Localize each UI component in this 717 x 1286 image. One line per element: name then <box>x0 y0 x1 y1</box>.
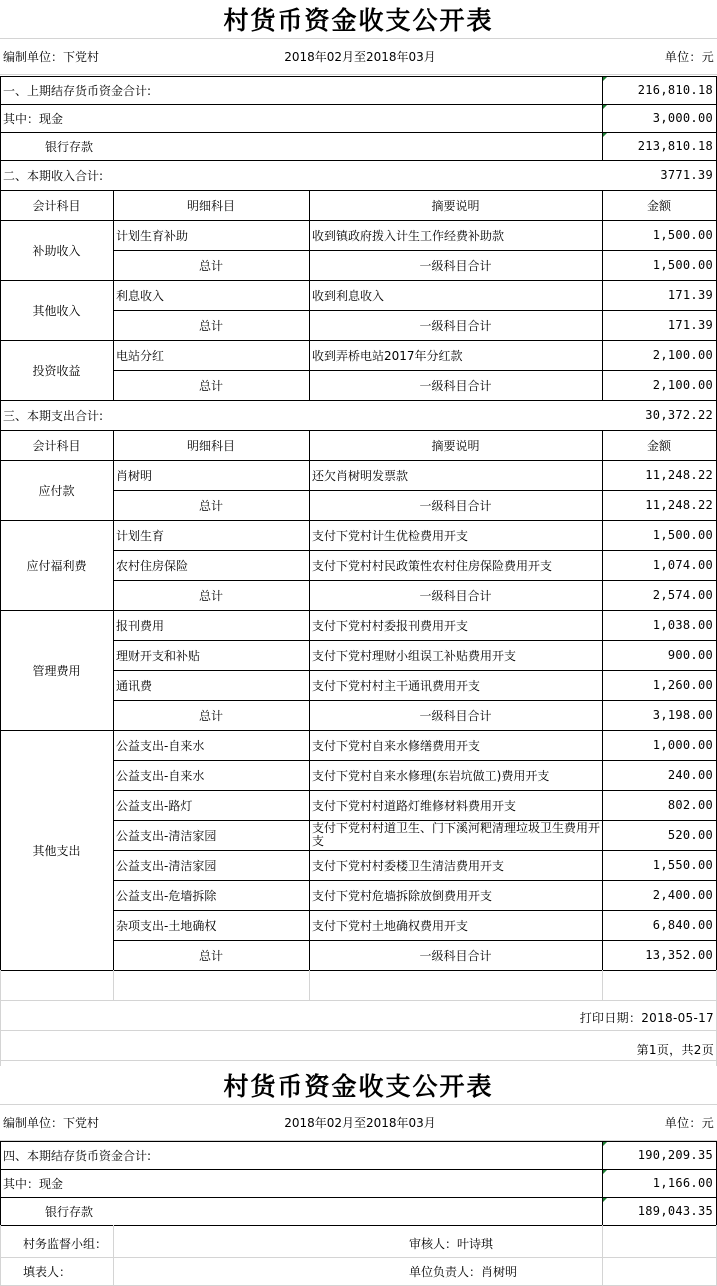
subtotal-amount: 3,198.00 <box>652 708 713 722</box>
grid-line <box>0 1141 1 1225</box>
preparer-label: 填表人： <box>23 1264 72 1279</box>
bank-value: 189,043.35 <box>637 1204 713 1218</box>
cell-comment-marker <box>603 1170 607 1174</box>
subtotal-label: 总计 <box>198 378 223 393</box>
grid-line <box>309 790 310 820</box>
description: 收到利息收入 <box>312 288 385 303</box>
grid-line <box>0 400 717 401</box>
grid-line <box>602 850 603 880</box>
grid-line <box>309 820 310 850</box>
detail-account: 计划生育补助 <box>116 228 189 243</box>
unit-label: 编制单位：下党村 <box>3 49 100 64</box>
end-balance-value: 190,209.35 <box>637 1148 713 1162</box>
grid-line <box>113 970 114 1000</box>
detail-account: 电站分红 <box>116 348 165 363</box>
description: 支付下党村村委楼卫生清洁费用开支 <box>312 858 505 873</box>
grid-line <box>602 370 603 400</box>
grid-line <box>309 280 310 310</box>
detail-account: 肖树明 <box>116 468 153 483</box>
subtotal-description: 一级科目合计 <box>419 708 492 723</box>
bank-label: 银行存款 <box>45 1204 94 1219</box>
grid-line <box>602 640 603 670</box>
amount: 1,074.00 <box>652 558 713 572</box>
unit-label: 编制单位：下党村 <box>3 1115 100 1130</box>
grid-line <box>113 730 114 970</box>
subtotal-label: 总计 <box>198 318 223 333</box>
description: 收到弄桥电站2017年分红款 <box>312 348 463 363</box>
grid-line <box>309 460 310 490</box>
subtotal-label: 总计 <box>198 708 223 723</box>
grid-line <box>602 820 603 850</box>
amount: 2,100.00 <box>652 348 713 362</box>
detail-account: 公益支出-路灯 <box>116 798 193 813</box>
grid-line <box>0 970 1 1066</box>
amount: 1,000.00 <box>652 738 713 752</box>
account-category: 其他收入 <box>32 303 81 318</box>
grid-line <box>602 220 603 250</box>
income-total-value: 3771.39 <box>660 168 713 182</box>
grid-line <box>602 340 603 370</box>
account-category: 应付款 <box>38 483 75 498</box>
bank-label: 银行存款 <box>45 139 94 154</box>
description: 支付下党村村道路灯维修材料费用开支 <box>312 798 517 813</box>
subtotal-label: 总计 <box>198 258 223 273</box>
account-category: 补助收入 <box>32 243 81 258</box>
description: 支付下党村理财小组误工补贴费用开支 <box>312 648 517 663</box>
detail-account: 理财开支和补贴 <box>116 648 201 663</box>
grid-line <box>309 490 310 520</box>
cell-comment-marker <box>603 1198 607 1202</box>
prev-balance-value: 216,810.18 <box>637 83 713 97</box>
bank-value: 213,810.18 <box>637 139 713 153</box>
detail-account: 农村住房保险 <box>116 558 189 573</box>
amount: 1,550.00 <box>652 858 713 872</box>
grid-line <box>0 76 1 970</box>
grid-line <box>602 940 603 970</box>
subtotal-description: 一级科目合计 <box>419 378 492 393</box>
grid-line <box>602 490 603 520</box>
grid-line <box>602 520 603 550</box>
detail-account: 公益支出-自来水 <box>116 768 205 783</box>
grid-line <box>0 76 717 77</box>
detail-account: 杂项支出-土地确权 <box>116 918 217 933</box>
grid-line <box>113 340 114 400</box>
grid-line <box>602 250 603 280</box>
subtotal-description: 一级科目合计 <box>419 258 492 273</box>
grid-line <box>309 310 310 340</box>
detail-account: 利息收入 <box>116 288 165 303</box>
detail-account: 公益支出-危墙拆除 <box>116 888 217 903</box>
grid-line <box>309 970 310 1000</box>
grid-line <box>0 160 717 161</box>
subtotal-amount: 2,574.00 <box>652 588 713 602</box>
reviewer-label: 审核人：叶诗琪 <box>409 1236 494 1251</box>
cash-value: 3,000.00 <box>652 111 713 125</box>
account-category: 应付福利费 <box>26 558 87 573</box>
account-category: 投资收益 <box>32 363 81 378</box>
subtotal-description: 一级科目合计 <box>419 498 492 513</box>
cash-value: 1,166.00 <box>652 1176 713 1190</box>
subtotal-amount: 171.39 <box>667 318 713 332</box>
grid-line <box>602 970 603 1000</box>
grid-line <box>0 1000 717 1001</box>
grid-line <box>0 104 717 105</box>
amount: 1,500.00 <box>652 528 713 542</box>
amount: 520.00 <box>667 828 713 842</box>
grid-line <box>0 1169 717 1170</box>
description: 支付下党村自来水修理(东岩坑做工)费用开支 <box>312 768 550 783</box>
grid-line <box>309 640 310 670</box>
period-label: 2018年02月至2018年03月 <box>284 49 436 64</box>
grid-line <box>602 280 603 310</box>
subtotal-amount: 1,500.00 <box>652 258 713 272</box>
amount: 802.00 <box>667 798 713 812</box>
grid-line <box>0 1225 717 1226</box>
amount: 6,840.00 <box>652 918 713 932</box>
description: 支付下党村土地确权费用开支 <box>312 918 469 933</box>
grid-line <box>309 610 310 640</box>
grid-line <box>0 132 717 133</box>
grid-line <box>602 910 603 940</box>
page-title: 村货币资金收支公开表 <box>223 6 494 35</box>
subtotal-label: 总计 <box>198 948 223 963</box>
grid-line <box>309 850 310 880</box>
column-header: 会计科目 <box>32 438 81 453</box>
grid-line <box>602 670 603 700</box>
amount: 1,500.00 <box>652 228 713 242</box>
amount: 171.39 <box>667 288 713 302</box>
grid-line <box>309 670 310 700</box>
page-info: 第1页，共2页 <box>636 1042 714 1057</box>
end-balance-label: 四、本期结存货币资金合计: <box>3 1148 152 1163</box>
column-header: 会计科目 <box>32 198 81 213</box>
currency-label: 单位：元 <box>664 1115 714 1130</box>
description: 收到镇政府拨入计生工作经费补助款 <box>312 228 505 243</box>
subtotal-label: 总计 <box>198 588 223 603</box>
grid-line <box>602 760 603 790</box>
grid-line <box>0 38 717 39</box>
grid-line <box>309 370 310 400</box>
description: 还欠肖树明发票款 <box>312 468 409 483</box>
grid-line <box>309 550 310 580</box>
cell-comment-marker <box>603 105 607 109</box>
grid-line <box>0 1141 717 1142</box>
detail-account: 通讯费 <box>116 678 153 693</box>
grid-line <box>309 250 310 280</box>
grid-line <box>0 1104 717 1105</box>
grid-line <box>309 520 310 550</box>
description: 支付下党村村主干通讯费用开支 <box>312 678 481 693</box>
subtotal-amount: 11,248.22 <box>645 498 713 512</box>
grid-line <box>602 880 603 910</box>
grid-line <box>309 940 310 970</box>
grid-line <box>0 1197 717 1198</box>
grid-line <box>602 460 603 490</box>
amount: 11,248.22 <box>645 468 713 482</box>
column-header: 金额 <box>646 198 671 213</box>
grid-line <box>113 460 114 520</box>
subtotal-description: 一级科目合计 <box>419 318 492 333</box>
period-label: 2018年02月至2018年03月 <box>284 1115 436 1130</box>
subtotal-description: 一级科目合计 <box>419 588 492 603</box>
grid-line <box>0 1225 1 1286</box>
amount: 900.00 <box>667 648 713 662</box>
expense-total-label: 三、本期支出合计: <box>3 408 104 423</box>
subtotal-description: 一级科目合计 <box>419 948 492 963</box>
grid-line <box>113 520 114 610</box>
column-header: 金额 <box>646 438 671 453</box>
supervision-label: 村务监督小组： <box>23 1236 108 1251</box>
grid-line <box>309 910 310 940</box>
detail-account: 公益支出-清洁家园 <box>116 858 217 873</box>
detail-account: 报刊费用 <box>116 618 165 633</box>
amount: 2,400.00 <box>652 888 713 902</box>
grid-line <box>309 220 310 250</box>
print-date: 打印日期：2018-05-17 <box>579 1010 714 1025</box>
expense-total-value: 30,372.22 <box>645 408 713 422</box>
subtotal-amount: 2,100.00 <box>652 378 713 392</box>
grid-line <box>0 1030 717 1031</box>
column-header: 明细科目 <box>186 438 235 453</box>
detail-account: 计划生育 <box>116 528 165 543</box>
description: 支付下党村危墙拆除放倒费用开支 <box>312 888 493 903</box>
description: 支付下党村村委报刊费用开支 <box>312 618 469 633</box>
prev-balance-label: 一、上期结存货币资金合计: <box>3 83 152 98</box>
responsible-label: 单位负责人：肖树明 <box>409 1264 518 1279</box>
amount: 1,260.00 <box>652 678 713 692</box>
detail-account: 公益支出-清洁家园 <box>116 828 217 843</box>
description: 支付下党村计生优检费用开支 <box>312 528 469 543</box>
column-header: 摘要说明 <box>431 198 480 213</box>
subtotal-label: 总计 <box>198 498 223 513</box>
amount: 1,038.00 <box>652 618 713 632</box>
grid-line <box>0 74 717 75</box>
description: 支付下党村村道卫生、门下溪河粑清理垃圾卫生费用开支 <box>312 821 601 848</box>
grid-line <box>309 730 310 760</box>
amount: 240.00 <box>667 768 713 782</box>
cell-comment-marker <box>603 133 607 137</box>
grid-line <box>309 760 310 790</box>
grid-line <box>309 340 310 370</box>
page-title: 村货币资金收支公开表 <box>223 1072 494 1101</box>
grid-line <box>602 700 603 730</box>
detail-account: 公益支出-自来水 <box>116 738 205 753</box>
grid-line <box>602 310 603 340</box>
grid-line <box>309 700 310 730</box>
grid-line <box>113 280 114 340</box>
account-category: 管理费用 <box>32 663 81 678</box>
cash-label: 其中：现金 <box>3 1176 64 1191</box>
grid-line <box>602 610 603 640</box>
income-total-label: 二、本期收入合计: <box>3 168 104 183</box>
subtotal-amount: 13,352.00 <box>645 948 713 962</box>
currency-label: 单位：元 <box>664 49 714 64</box>
account-category: 其他支出 <box>32 843 81 858</box>
grid-line <box>602 790 603 820</box>
grid-line <box>602 730 603 760</box>
cell-comment-marker <box>603 77 607 81</box>
column-header: 摘要说明 <box>431 438 480 453</box>
description: 支付下党村村民政策性农村住房保险费用开支 <box>312 558 553 573</box>
grid-line <box>602 580 603 610</box>
grid-line <box>602 550 603 580</box>
column-header: 明细科目 <box>186 198 235 213</box>
grid-line <box>113 610 114 730</box>
grid-line <box>309 580 310 610</box>
cell-comment-marker <box>603 1142 607 1146</box>
grid-line <box>113 220 114 280</box>
grid-line <box>309 880 310 910</box>
description: 支付下党村自来水修缮费用开支 <box>312 738 481 753</box>
grid-line <box>0 970 717 971</box>
cash-label: 其中：现金 <box>3 111 64 126</box>
